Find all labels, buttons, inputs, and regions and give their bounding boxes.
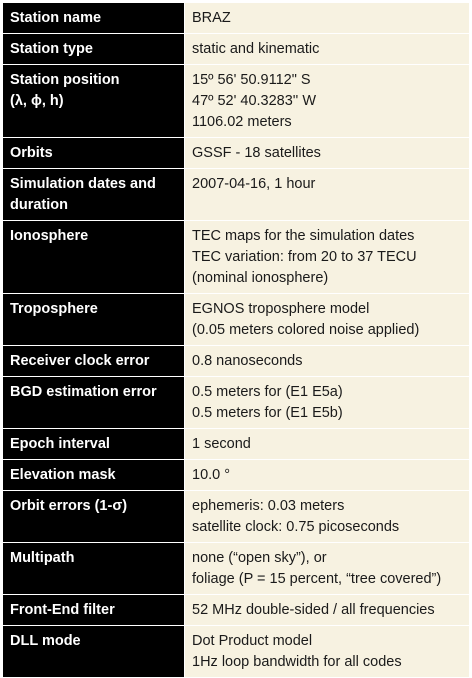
row-value: [185, 169, 470, 221]
row-label-line: Troposphere: [10, 301, 98, 317]
row-label: [3, 429, 185, 460]
table-row: [3, 346, 470, 377]
row-label: [3, 3, 185, 34]
row-label-line: Receiver clock error: [10, 353, 150, 369]
table-row: [3, 169, 470, 221]
table-row: [3, 626, 470, 678]
row-value: [185, 221, 470, 294]
row-value-line: 1106.02 meters: [192, 114, 292, 130]
table-row: [3, 221, 470, 294]
row-label: [3, 294, 185, 346]
row-value-line: foliage (P = 15 percent, “tree covered”): [192, 571, 442, 587]
row-label: [3, 346, 185, 377]
row-label: [3, 626, 185, 678]
row-label: [3, 543, 185, 595]
row-value-line: GSSF - 18 satellites: [192, 145, 321, 161]
table-row: [3, 138, 470, 169]
row-label-line: Orbit errors (1-σ): [10, 498, 128, 514]
row-value-line: 10.0 °: [192, 467, 231, 483]
row-value: [185, 3, 470, 34]
row-label-line: Station position: [10, 72, 120, 88]
row-label-line: Simulation dates and: [10, 176, 156, 192]
row-value-line: Dot Product model: [192, 633, 313, 649]
row-value: [185, 138, 470, 169]
row-value-line: (nominal ionosphere): [192, 270, 329, 286]
row-label-line: Elevation mask: [10, 467, 116, 483]
table-row: [3, 65, 470, 138]
row-value: [185, 491, 470, 543]
table-row: [3, 543, 470, 595]
row-value-line: BRAZ: [192, 10, 231, 26]
row-label: [3, 491, 185, 543]
row-label-line: Station type: [10, 41, 93, 57]
parameters-table-body: [3, 3, 470, 678]
row-label: [3, 460, 185, 491]
row-label-line: duration: [10, 197, 68, 213]
row-value-line: 15º 56' 50.9112" S: [192, 72, 311, 88]
row-value-line: 0.8 nanoseconds: [192, 353, 303, 369]
table-row: [3, 460, 470, 491]
row-label: [3, 65, 185, 138]
table-row: [3, 294, 470, 346]
row-label: [3, 34, 185, 65]
row-value-line: EGNOS troposphere model: [192, 301, 370, 317]
row-value-line: none (“open sky”), or: [192, 550, 327, 566]
row-value-line: 1Hz loop bandwidth for all codes: [192, 654, 402, 670]
row-label-line: Epoch interval: [10, 436, 110, 452]
row-label-line: (λ, ϕ, h): [10, 93, 64, 109]
row-value-line: (0.05 meters colored noise applied): [192, 322, 420, 338]
row-value: [185, 34, 470, 65]
row-value: [185, 543, 470, 595]
table-row: [3, 491, 470, 543]
row-value-line: ephemeris: 0.03 meters: [192, 498, 345, 514]
row-value-line: 47º 52' 40.3283'' W: [192, 93, 317, 109]
row-label-line: Multipath: [10, 550, 75, 566]
row-label: [3, 221, 185, 294]
row-value-line: 0.5 meters for (E1 E5b): [192, 405, 343, 421]
row-label-line: Ionosphere: [10, 228, 89, 244]
row-value-line: static and kinematic: [192, 41, 320, 57]
row-value-line: 2007-04-16, 1 hour: [192, 176, 316, 192]
row-label-line: DLL mode: [10, 633, 81, 649]
row-value-line: TEC maps for the simulation dates: [192, 228, 415, 244]
row-value-line: satellite clock: 0.75 picoseconds: [192, 519, 400, 535]
table-row: [3, 34, 470, 65]
table-row: [3, 429, 470, 460]
row-value: [185, 65, 470, 138]
row-value: [185, 294, 470, 346]
table-row: [3, 377, 470, 429]
parameters-table: [2, 2, 470, 678]
row-value-line: TEC variation: from 20 to 37 TECU: [192, 249, 417, 265]
row-label: [3, 377, 185, 429]
table-row: [3, 3, 470, 34]
row-label: [3, 595, 185, 626]
row-value: [185, 460, 470, 491]
row-value: [185, 377, 470, 429]
row-label-line: BGD estimation error: [10, 384, 157, 400]
row-label-line: Orbits: [10, 145, 53, 161]
row-label: [3, 169, 185, 221]
row-label: [3, 138, 185, 169]
row-value: [185, 626, 470, 678]
row-label-line: Front-End filter: [10, 602, 115, 618]
row-value-line: 0.5 meters for (E1 E5a): [192, 384, 343, 400]
row-value-line: 52 MHz double-sided / all frequencies: [192, 602, 435, 618]
row-label-line: Station name: [10, 10, 102, 26]
row-value: [185, 595, 470, 626]
row-value: [185, 429, 470, 460]
row-value: [185, 346, 470, 377]
row-value-line: 1 second: [192, 436, 251, 452]
table-row: [3, 595, 470, 626]
